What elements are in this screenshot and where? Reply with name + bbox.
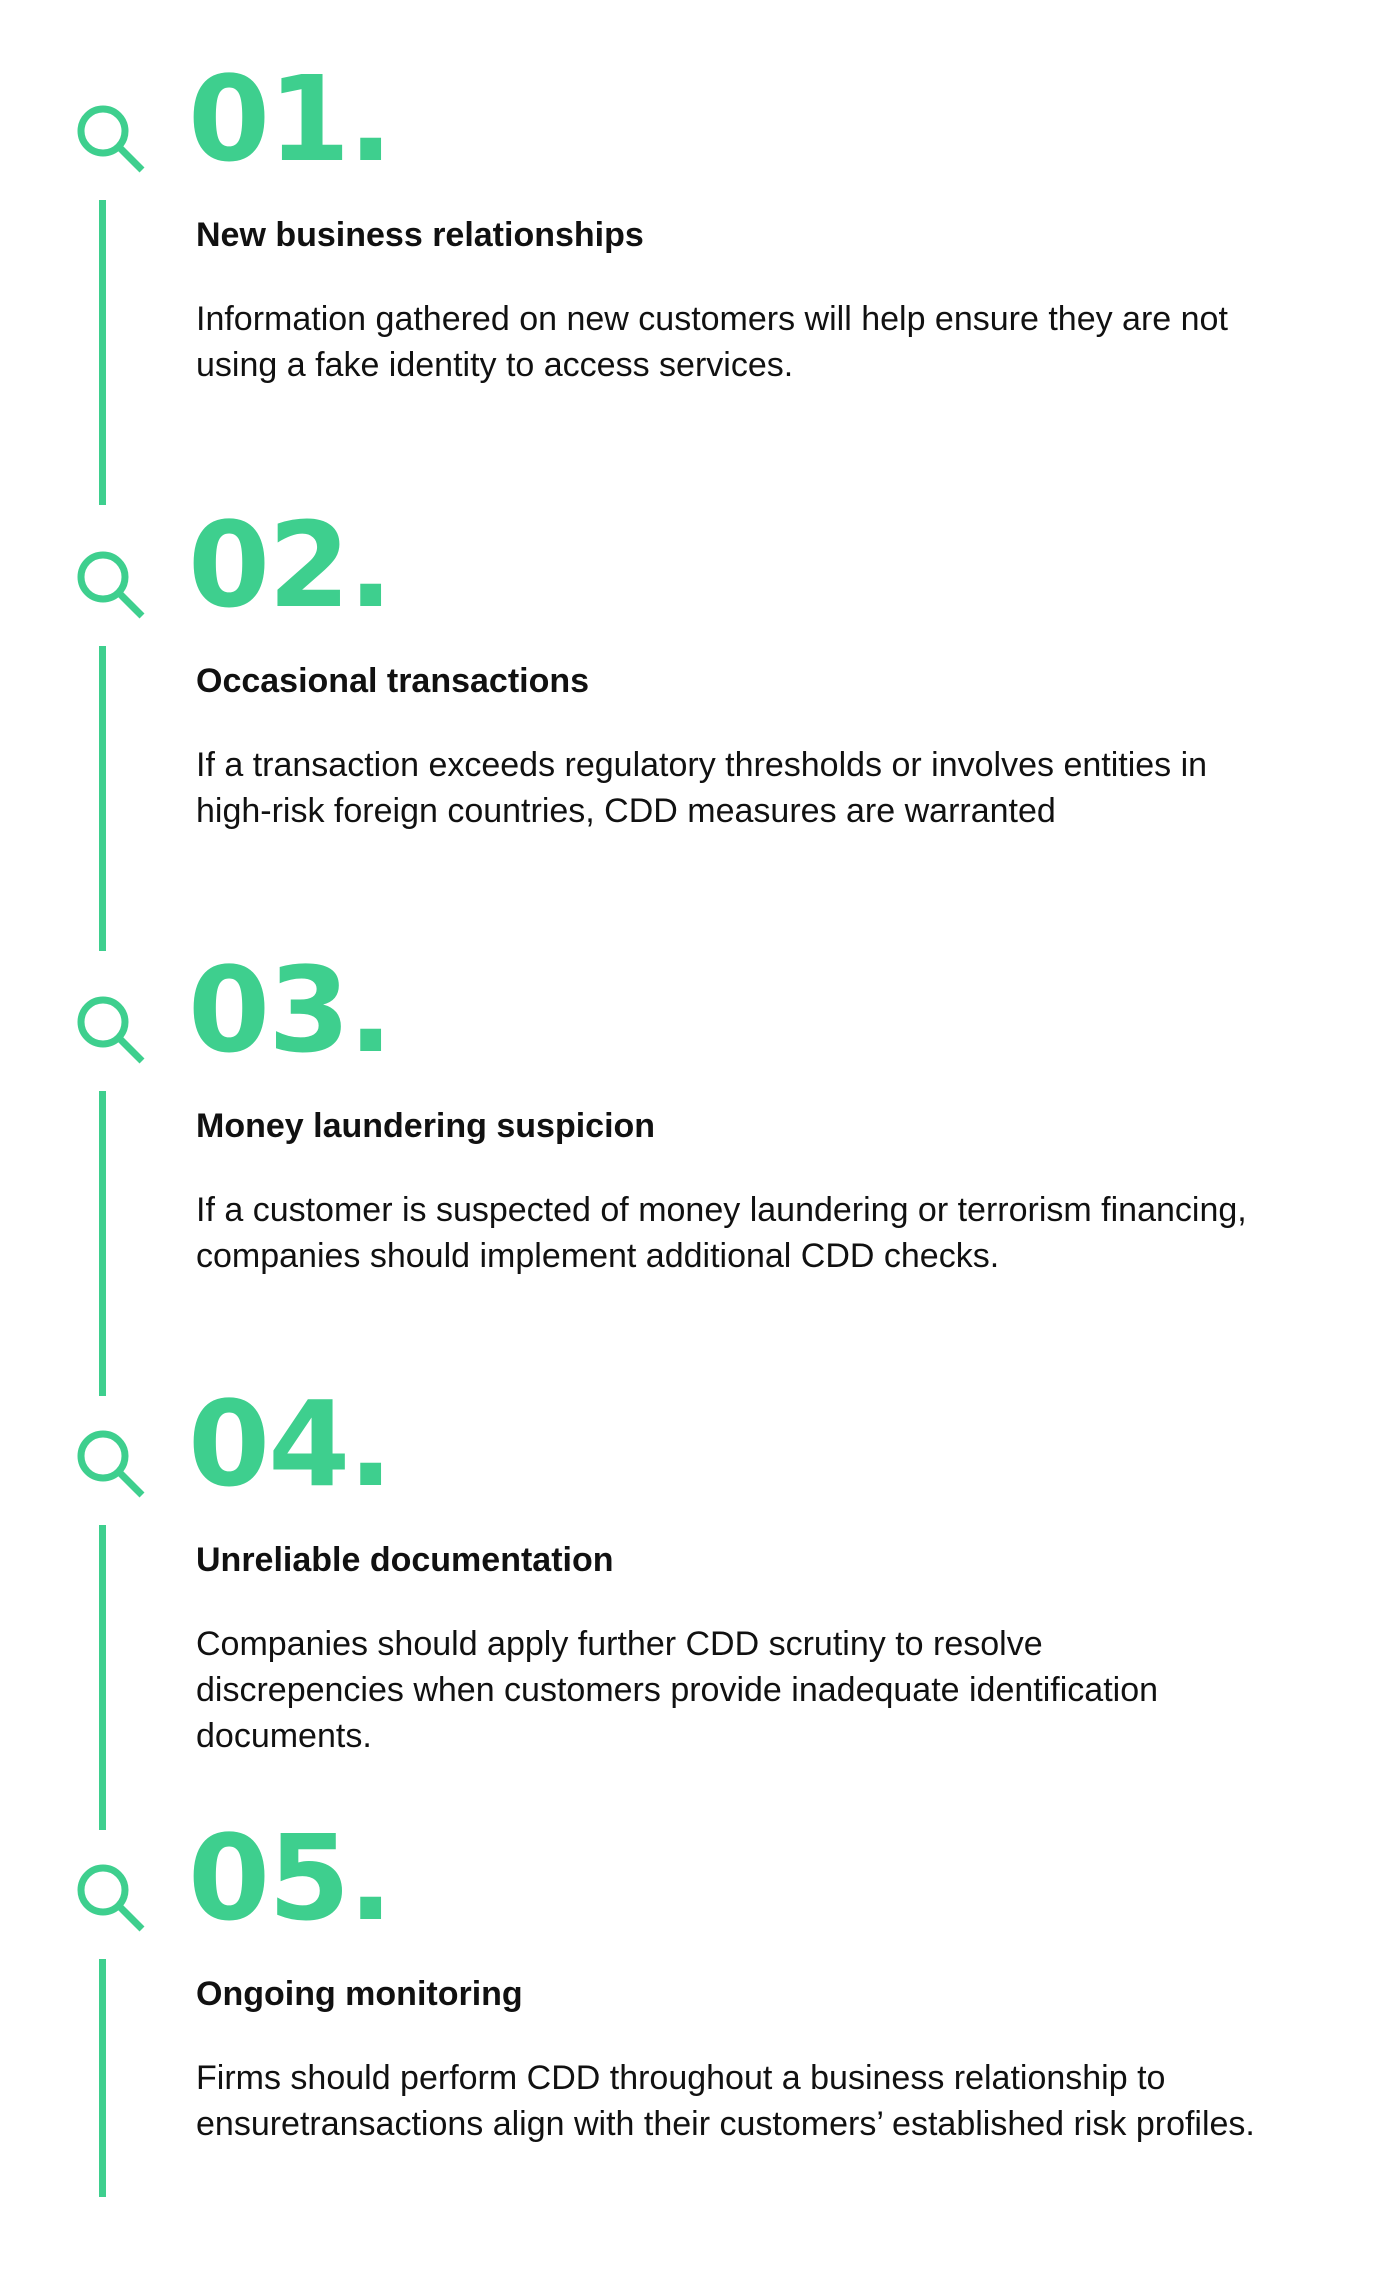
step-number: 01. xyxy=(188,50,392,188)
search-icon xyxy=(74,102,146,174)
step-title: Unreliable documentation xyxy=(196,1541,614,1579)
step-body: If a customer is suspected of money laundering or terrorism financing, companies should implement additional CDD checks. xyxy=(196,1191,1247,1275)
search-icon xyxy=(74,1427,146,1499)
timeline-line xyxy=(99,1091,106,1396)
timeline-line xyxy=(99,200,106,505)
step-body: Firms should perform CDD throughout a business relationship to ensuretransactions align with their customers’ established risk profiles. xyxy=(196,2059,1255,2143)
search-icon xyxy=(74,548,146,620)
step-title: New business relationships xyxy=(196,216,644,254)
step-number: 02. xyxy=(188,496,392,634)
step-title: Ongoing monitoring xyxy=(196,1975,523,2013)
step-number: 03. xyxy=(188,941,392,1079)
step-title: Money laundering suspicion xyxy=(196,1107,656,1145)
timeline-line xyxy=(99,646,106,951)
search-icon xyxy=(74,1861,146,1933)
step-body: Companies should apply further CDD scrutiny to resolve discrepencies when customers provide inadequate identification documents. xyxy=(196,1625,1159,1755)
step-number: 05. xyxy=(188,1809,392,1947)
step-body: Information gathered on new customers will help ensure they are not using a fake identity to access services. xyxy=(196,300,1228,384)
timeline-line xyxy=(99,1959,106,2197)
timeline-line xyxy=(99,1525,106,1830)
step-title: Occasional transactions xyxy=(196,662,590,700)
step-body: If a transaction exceeds regulatory thresholds or involves entities in high-risk foreign countries, CDD measures are warranted xyxy=(196,746,1208,830)
search-icon xyxy=(74,993,146,1065)
step-number: 04. xyxy=(188,1375,392,1513)
